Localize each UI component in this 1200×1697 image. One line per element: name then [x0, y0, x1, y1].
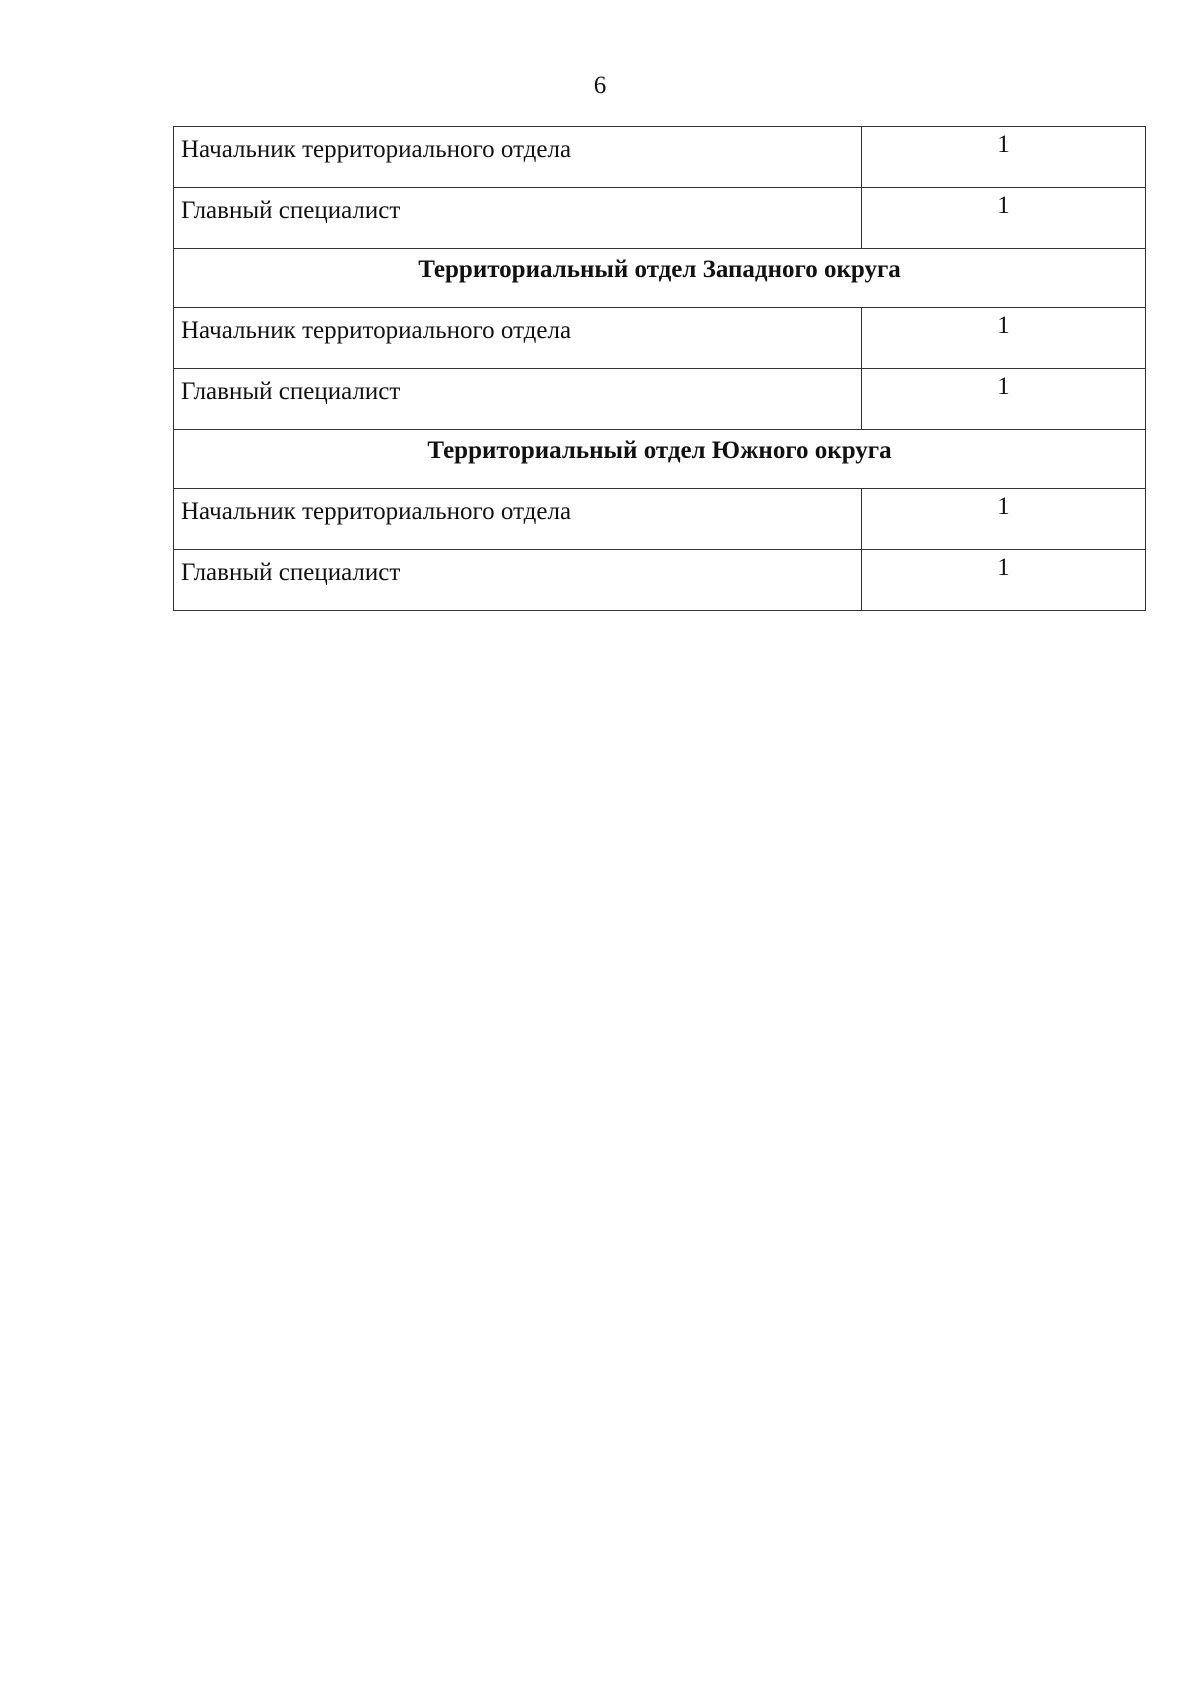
table-row: [174, 308, 1146, 369]
position-title: Начальник территориального отдела: [174, 308, 862, 369]
section-heading: Территориальный отдел Южного округа: [174, 430, 1146, 489]
position-title: Главный специалист: [174, 188, 862, 249]
position-count: 1: [862, 127, 1146, 188]
position-count: 1: [862, 369, 1146, 430]
position-count: 1: [862, 489, 1146, 550]
section-row: [174, 249, 1146, 308]
position-title: Начальник территориального отдела: [174, 489, 862, 550]
page-number: 6: [593, 72, 607, 99]
staffing-table: [173, 126, 1146, 611]
table-row: [174, 188, 1146, 249]
position-title: Начальник территориального отдела: [174, 127, 862, 188]
position-title: Главный специалист: [174, 369, 862, 430]
table-row: [174, 369, 1146, 430]
table-row: [174, 550, 1146, 611]
position-count: 1: [862, 188, 1146, 249]
section-heading: Территориальный отдел Западного округа: [174, 249, 1146, 308]
table-row: [174, 127, 1146, 188]
section-row: [174, 430, 1146, 489]
position-count: 1: [862, 308, 1146, 369]
table-row: [174, 489, 1146, 550]
position-count: 1: [862, 550, 1146, 611]
position-title: Главный специалист: [174, 550, 862, 611]
